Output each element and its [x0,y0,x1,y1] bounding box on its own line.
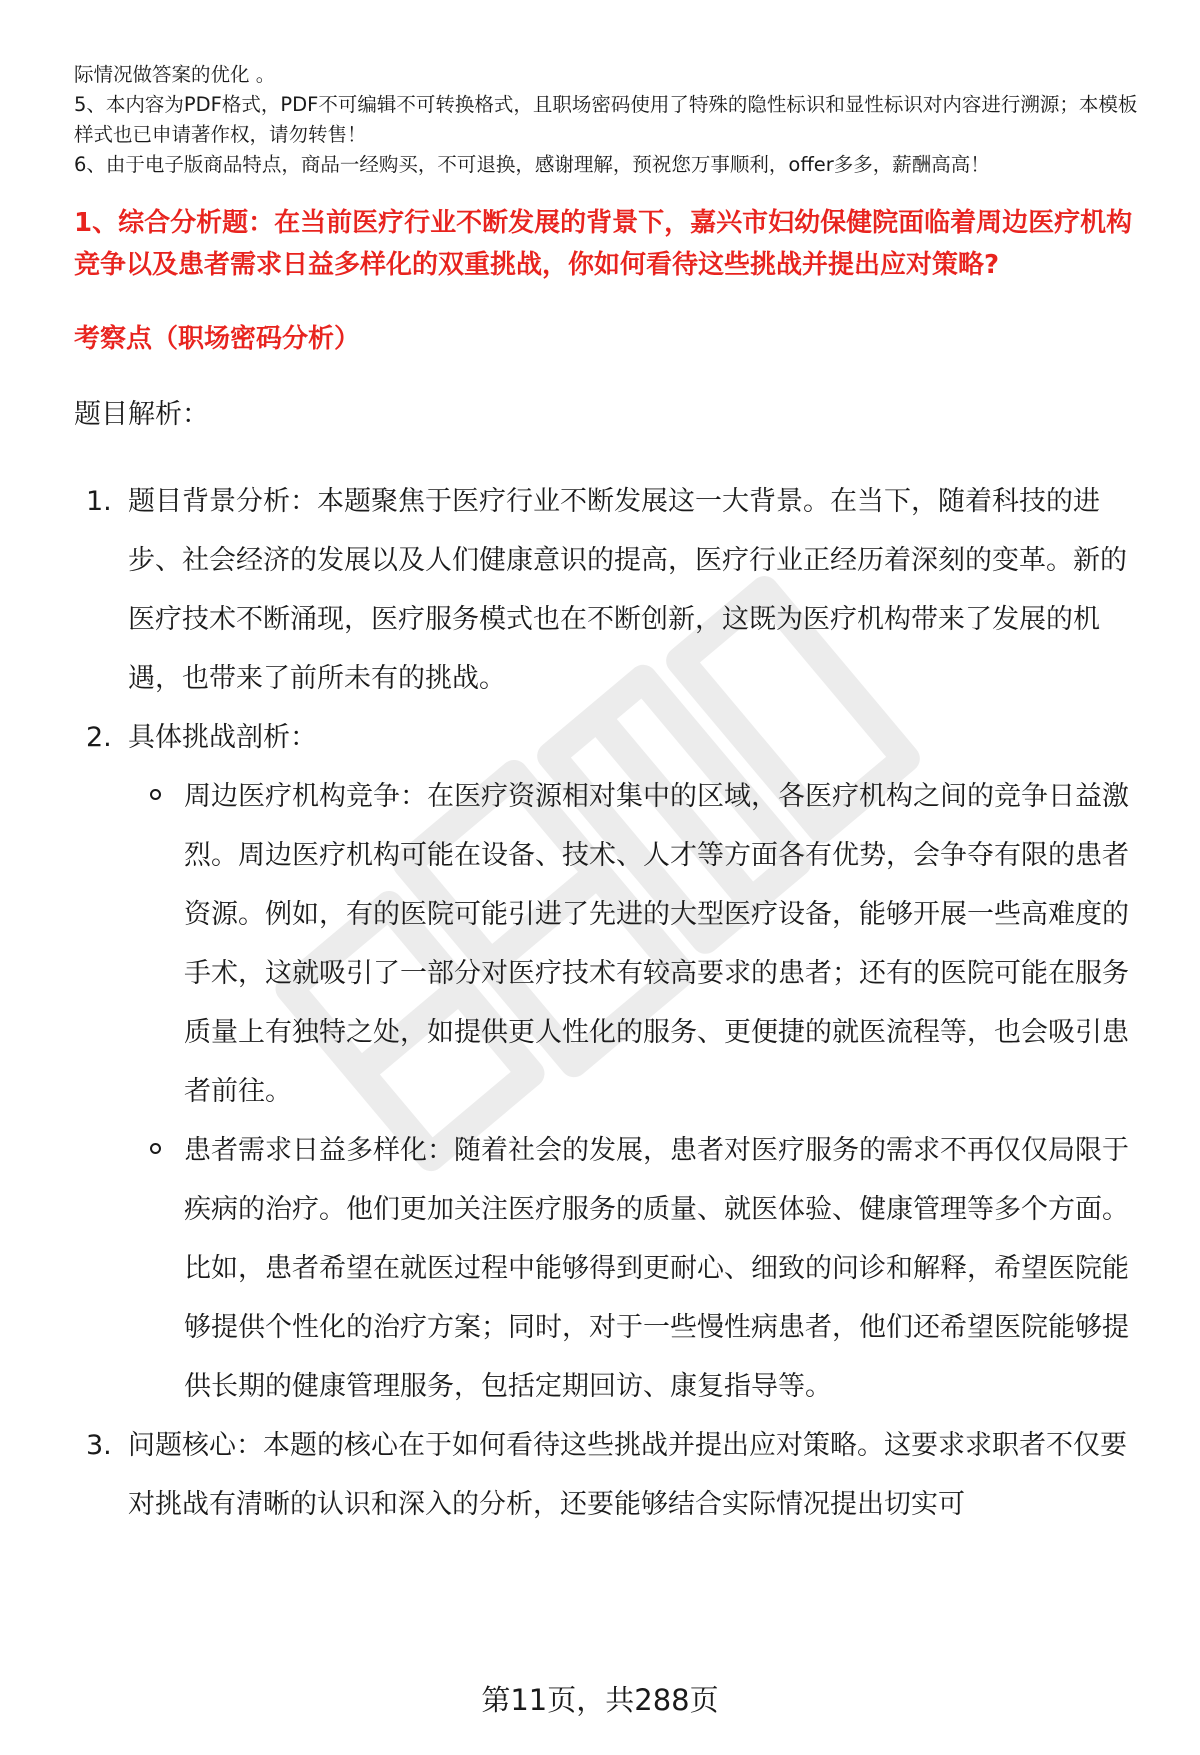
list-number: 2. [86,722,112,753]
circle-bullet-icon [150,789,161,800]
list-item-2 [74,708,1152,1416]
note-line-5: 5、本内容为PDF格式，PDF不可编辑不可转换格式，且职场密码使用了特殊的隐性标识和显性标识对内容进行溯源；本模板样式也已申请著作权，请勿转售！ [74,93,1138,146]
sublist-item-text: 患者需求日益多样化：随着社会的发展，患者对医疗服务的需求不再仅仅局限于疾病的治疗。他们更加关注医疗服务的质量、就医体验、健康管理等多个方面。比如，患者希望在就医过程中能够得到更耐心、细致的问诊和解释，希望医院能够提供个性化的治疗方案；同时，对于一些慢性病患者，他们还希望医院能够提供长期的健康管理服务，包括定期回访、康复指导等。 [184,1135,1129,1402]
challenge-sublist [128,767,1152,1416]
content-area [74,0,1152,1534]
page-number-footer: 第11页，共288页 [481,1683,719,1717]
section-heading: 考察点（职场密码分析） [74,324,361,354]
list-number: 3. [86,1430,112,1461]
list-item-text: 具体挑战剖析： [128,722,317,753]
list-item-1 [74,472,1152,708]
list-item-text: 问题核心：本题的核心在于如何看待这些挑战并提出应对策略。这要求求职者不仅要对挑战有清晰的认识和深入的分析，还要能够结合实际情况提出切实可 [128,1430,1127,1520]
sublist-item-patient-needs [128,1121,1152,1416]
sublist-item-competition [128,767,1152,1121]
note-line-6: 6、由于电子版商品特点，商品一经购买，不可退换，感谢理解，预祝您万事顺利，offer多多，薪酬高高！ [74,153,990,176]
list-item-3 [74,1416,1152,1534]
analysis-list [74,472,1152,1534]
list-item-text: 题目背景分析：本题聚焦于医疗行业不断发展这一大背景。在当下，随着科技的进步、社会经济的发展以及人们健康意识的提高，医疗行业正经历着深刻的变革。新的医疗技术不断涌现，医疗服务模式也在不断创新，这既为医疗机构带来了发展的机遇，也带来了前所未有的挑战。 [128,486,1127,694]
list-number: 1. [86,486,112,517]
sublist-item-text: 周边医疗机构竞争：在医疗资源相对集中的区域，各医疗机构之间的竞争日益激烈。周边医疗机构可能在设备、技术、人才等方面各有优势，会争夺有限的患者资源。例如，有的医院可能引进了先进的大型医疗设备，能够开展一些高难度的手术，这就吸引了一部分对医疗技术有较高要求的患者；还有的医院可能在服务质量上有独特之处，如提供更人性化的服务、更便捷的就医流程等，也会吸引患者前往。 [184,781,1129,1107]
question-title: 1、综合分析题：在当前医疗行业不断发展的背景下，嘉兴市妇幼保健院面临着周边医疗机构竞争以及患者需求日益多样化的双重挑战，你如何看待这些挑战并提出应对策略? [74,208,1133,280]
note-line-continued: 际情况做答案的优化 。 [74,63,276,86]
analysis-label: 题目解析： [74,399,209,430]
circle-bullet-icon [150,1143,161,1154]
